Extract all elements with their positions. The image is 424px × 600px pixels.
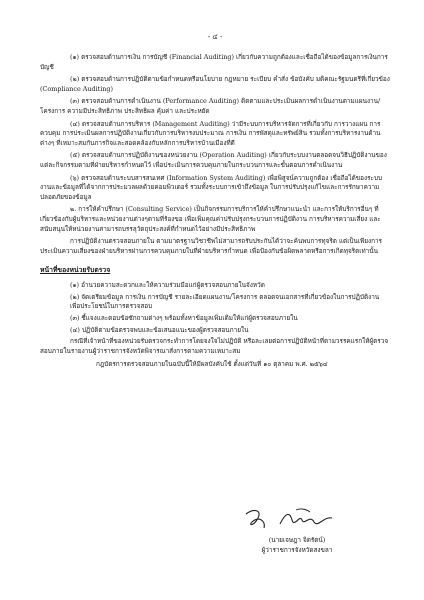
paragraph-negligence: กรณีที่เจ้าหน้าที่ของหน่วยรับตรวจกระทำการโดยจงใจไม่ปฏิบัติ หรือละเลยต่อการปฏิบัติหน้าที่ตามวรรคแรกให้ผู้ตรวจสอบภายในรายงานผู้ว่าราชการจังหวัดพิจารณาสั่งการตามความเหมาะสม xyxy=(40,337,389,355)
duty-item: (๑) อำนวยความสะดวกและให้ความร่วมมือแก่ผู้ตรวจสอบภายในจังหวัด xyxy=(70,281,265,290)
duty-item: (๒) จัดเตรียมข้อมูล การเงิน การบัญชี รายละเอียดแผนงาน/โครงการ ตลอดจนเอกสารที่เกี่ยวข้องในการปฏิบัติงาน เพื่อประโยชน์ในการตรวจสอบ xyxy=(70,292,380,311)
paragraph-financial-audit: (๑) ตรวจสอบด้านการเงิน การบัญชี (Financial Auditing) เกี่ยวกับความถูกต้องและเชื่อถือได้ของข้อมูลการเงินการบัญชี xyxy=(40,53,388,71)
effective-date-announcement: กฎบัตรการตรวจสอบภายในฉบับนี้ให้มีผลบังคับใช้ ตั้งแต่วันที่ ๑๐ ตุลาคม พ.ศ. ๒๕๖๔ xyxy=(96,360,328,369)
signature-block xyxy=(232,536,362,555)
paragraph-compliance-audit: (๒) ตรวจสอบด้านการปฏิบัติตามข้อกำหนดหรือนโยบาย กฎหมาย ระเบียบ คำสั่ง ข้อบังคับ มติคณะรัฐมนตรีที่เกี่ยวข้อง (Compliance Auditing) xyxy=(40,75,390,93)
page-number: - ๔ - xyxy=(207,33,223,41)
duty-item: (๔) ปฏิบัติตามข้อตรวจพบและข้อเสนอแนะของผู้ตรวจสอบภายใน xyxy=(70,325,249,334)
paragraph-management-audit: (๔) ตรวจสอบด้านการบริหาร (Management Auditing) ว่ามีระบบการบริหารจัดการที่เกี่ยวกับ การวางแผน การควบคุม การประเมินผลการปฏิบัติงานเกี่ยวกับการบริหารงบประมาณ การเงิน การพัสดุและทรัพย์สิน รวมทั้งการบริหารงานด้านต่างๆ ที่เหมาะสมกับภารกิจและสอดคล้องกับหลักการบริหารบ้านเมืองที่ดี xyxy=(40,119,381,147)
paragraph-consulting-service: ๒. การให้คำปรึกษา (Consulting Service) เป็นกิจกรรมการบริการให้คำปรึกษาแนะนำ และการให้บริการอื่นๆ ที่เกี่ยวข้องกับผู้บริหารและหน่วยงานต่างๆตามที่ร้องขอ เพื่อเพิ่มคุณค่าปรับปรุงกระบวนการปฏิบัติงาน การบริหารความเสี่ยง และสนับสนุนให้หน่วยงานสามารถบรรลุวัตถุประสงค์ที่กำหนดไว้อย่างมีประสิทธิภาพ xyxy=(40,205,381,233)
signatory-name: (นายเจษฎา จิตรัตน์) xyxy=(268,536,326,544)
paragraph-information-audit: (๖) ตรวจสอบด้านระบบสารสนเทศ (Information System Auditing) เพื่อพิสูจน์ความถูกต้อง เชื่อถือได้ของระบบงานและข้อมูลที่ได้จากการประมวลผลด้วยคอมพิวเตอร์ รวมทั้งระบบการเข้าถึงข้อมูล ในการปรับปรุงแก้ไขและการรักษาความปลอดภัยของข้อมูล xyxy=(40,173,383,201)
paragraph-operation-audit: (๕) ตรวจสอบด้านการปฏิบัติงานของหน่วยงาน (Operation Auditing) เกี่ยวกับระบบงานตลอดจนวิธีปฏิบัติงานของแต่ละกิจกรรมตามที่ฝ่ายบริหารกำหนดไว้ เพื่อประเมินการควบคุมภายในกระบวนการและขั้นตอนการดำเนินงาน xyxy=(40,151,387,169)
section-heading-auditee-duties: หน้าที่ของหน่วยรับตรวจ xyxy=(40,266,111,275)
paragraph-limitation: การปฏิบัติงานตรวจสอบภายใน ตามมาตรฐานวิชาชีพไม่สามารถรับประกันได้ว่าจะค้นพบการทุจริต แต่เป็นเพียงการประเมินความเสี่ยงของฝ่ายบริหารผ่านการควบคุมภายในที่ฝ่ายบริหารกำหนด เพื่อป้องกันข้อผิดพลาดหรือการเกิดทุจริตเท่านั้น xyxy=(40,237,382,255)
signatory-title: ผู้ว่าราชการจังหวัดสงขลา xyxy=(261,545,333,554)
paragraph-performance-audit: (๓) ตรวจสอบด้านการดำเนินงาน (Performance Auditing) ติดตามและประเมินผลการดำเนินงานตามแผนงาน/โครงการ ความมีประสิทธิภาพ ประสิทธิผล คุ้มค่า และประหยัด xyxy=(40,97,381,115)
duty-item: (๓) ชี้แจงและตอบข้อซักถามต่างๆ พร้อมทั้งหาข้อมูลเพิ่มเติมให้แก่ผู้ตรวจสอบภายใน xyxy=(70,314,298,323)
signature-image xyxy=(240,506,340,534)
